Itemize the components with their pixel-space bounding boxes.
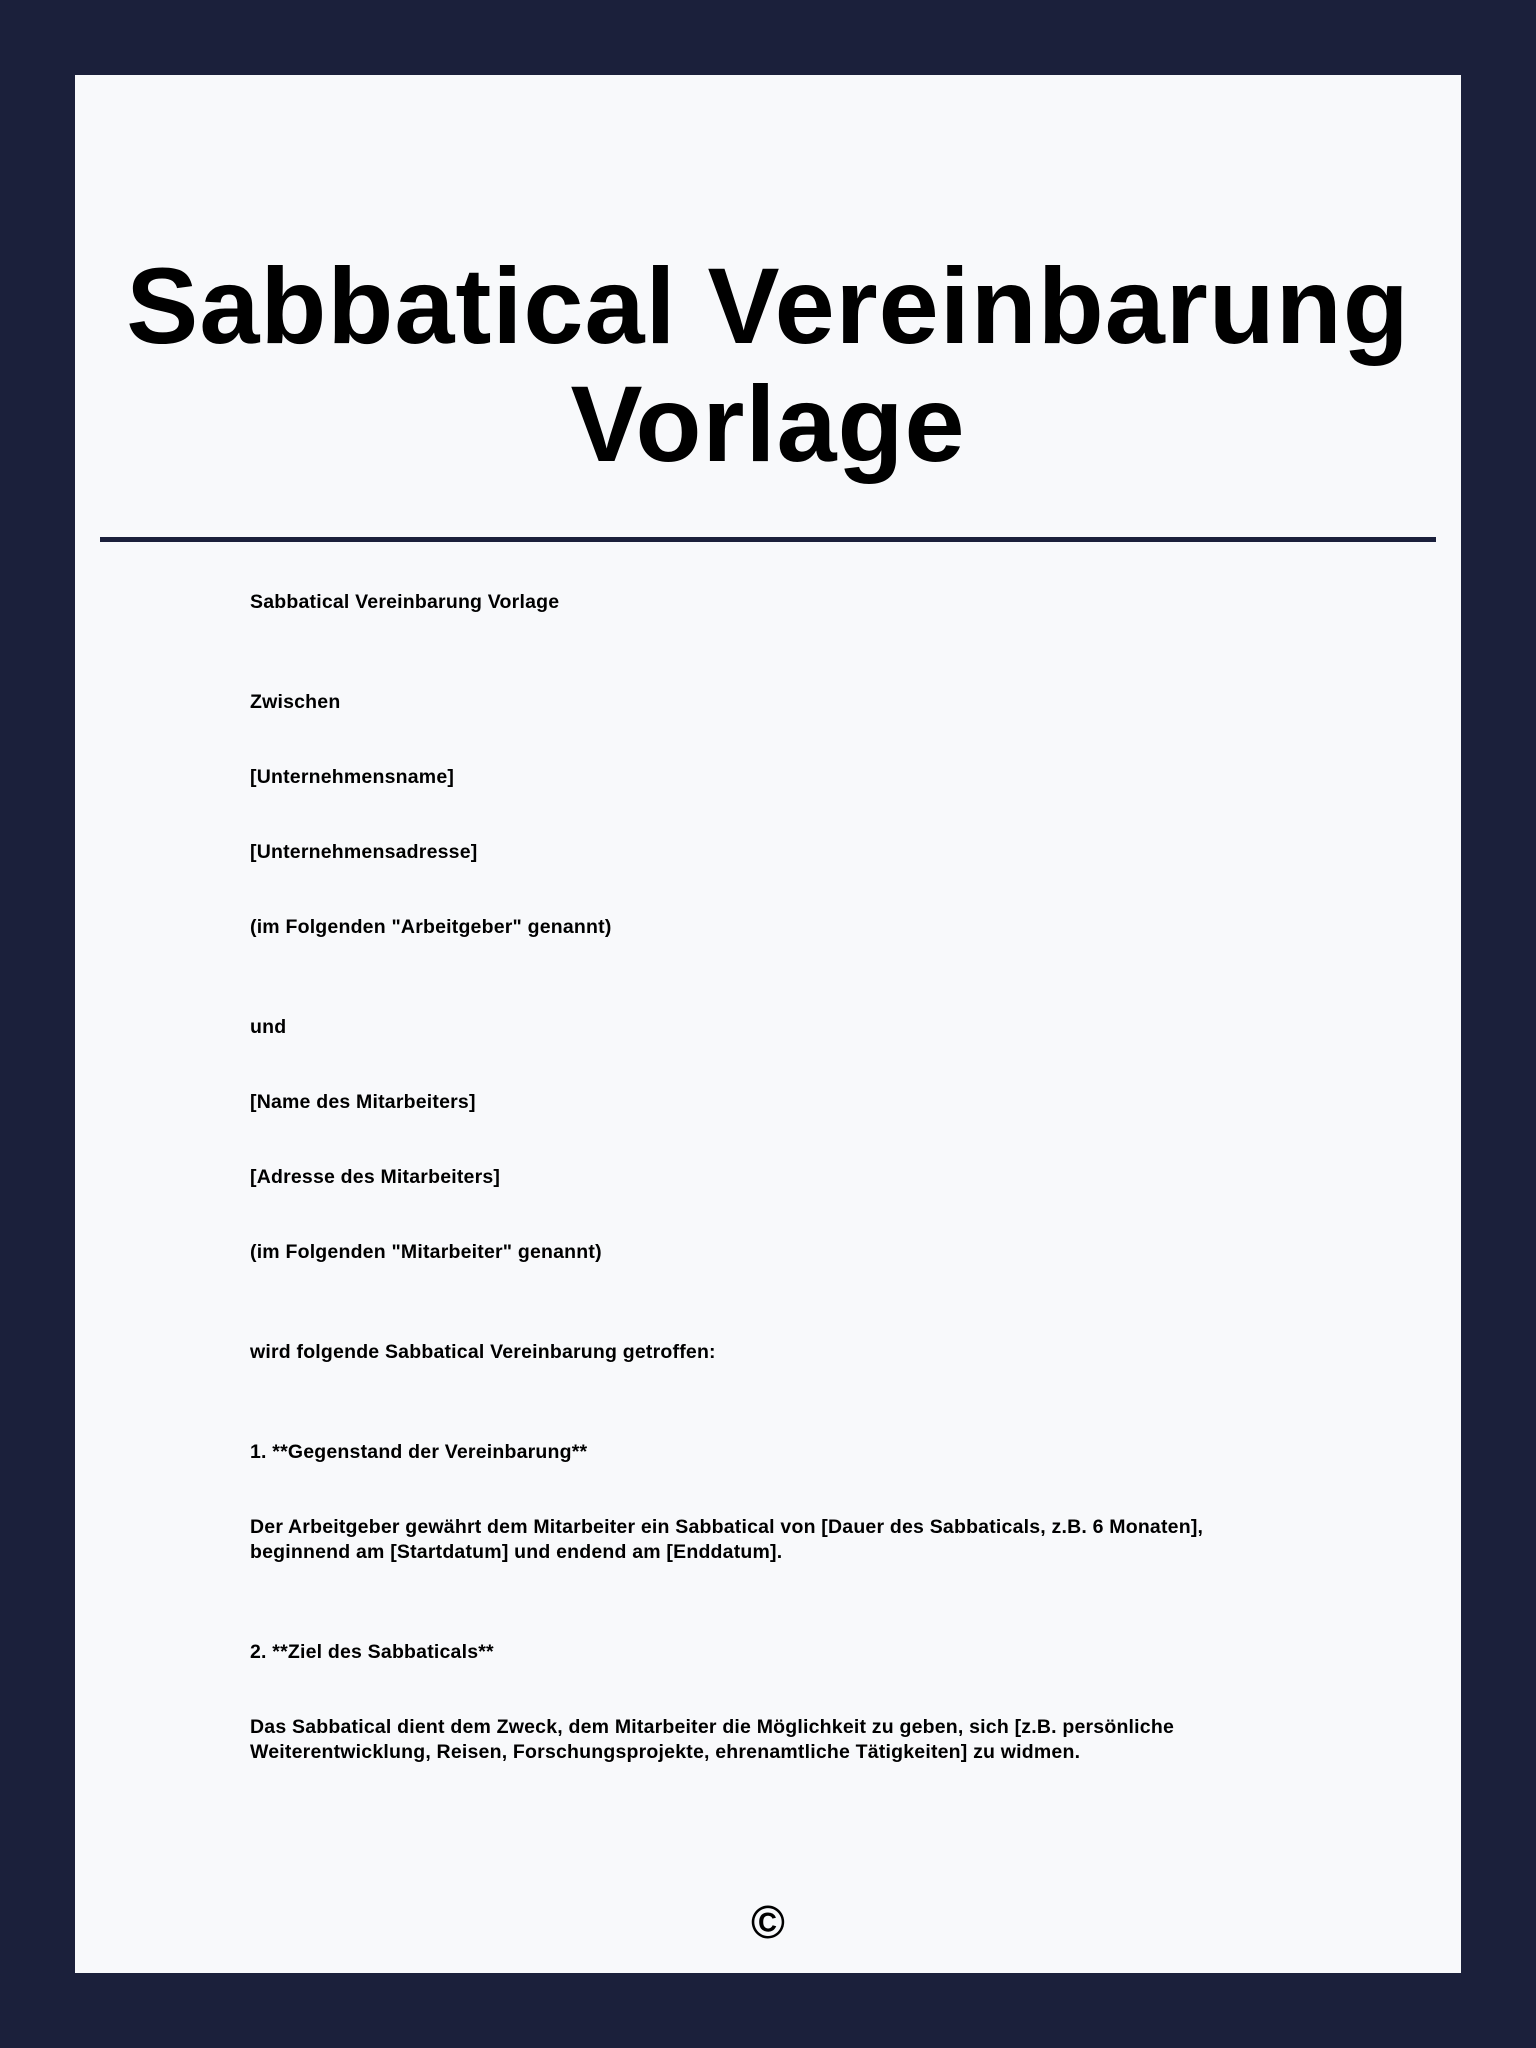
paragraph-employee-address: [Adresse des Mitarbeiters] [250, 1166, 501, 1188]
document-title [75, 247, 1461, 483]
paragraph-company-address: [Unternehmensadresse] [250, 841, 478, 863]
paragraph-employer-definition: (im Folgenden "Arbeitgeber" genannt) [250, 916, 612, 938]
copyright-symbol: © [751, 1896, 785, 1948]
section-heading-goal: 2. **Ziel des Sabbaticals** [250, 1641, 494, 1663]
title-divider [100, 537, 1436, 542]
paragraph-und: und [250, 1016, 287, 1038]
section-heading-subject: 1. **Gegenstand der Vereinbarung** [250, 1441, 588, 1463]
paragraph-employee-name: [Name des Mitarbeiters] [250, 1091, 476, 1113]
title-line-1: Sabbatical Vereinbarung [126, 245, 1410, 366]
paragraph-goal: Das Sabbatical dient dem Zweck, dem Mitarbeiter die Möglichkeit zu geben, sich [z.B. persönliche Weiterentwicklung, Reisen, Forschungsprojekte, ehrenamtliche Tätigkeiten] zu widmen. [250, 1716, 1174, 1763]
title-line-2: Vorlage [570, 363, 966, 484]
paragraph-employee-definition: (im Folgenden "Mitarbeiter" genannt) [250, 1241, 602, 1263]
document-page [75, 75, 1461, 1973]
paragraph-agreement-intro: wird folgende Sabbatical Vereinbarung getroffen: [250, 1341, 716, 1363]
paragraph-company-name: [Unternehmensname] [250, 766, 455, 788]
paragraph-heading: Sabbatical Vereinbarung Vorlage [250, 591, 560, 613]
paragraph-subject: Der Arbeitgeber gewährt dem Mitarbeiter ein Sabbatical von [Dauer des Sabbaticals, z.B. 6 Monaten], beginnend am [Startdatum] und endend am [Enddatum]. [250, 1516, 1204, 1563]
paragraph-zwischen: Zwischen [250, 691, 341, 713]
